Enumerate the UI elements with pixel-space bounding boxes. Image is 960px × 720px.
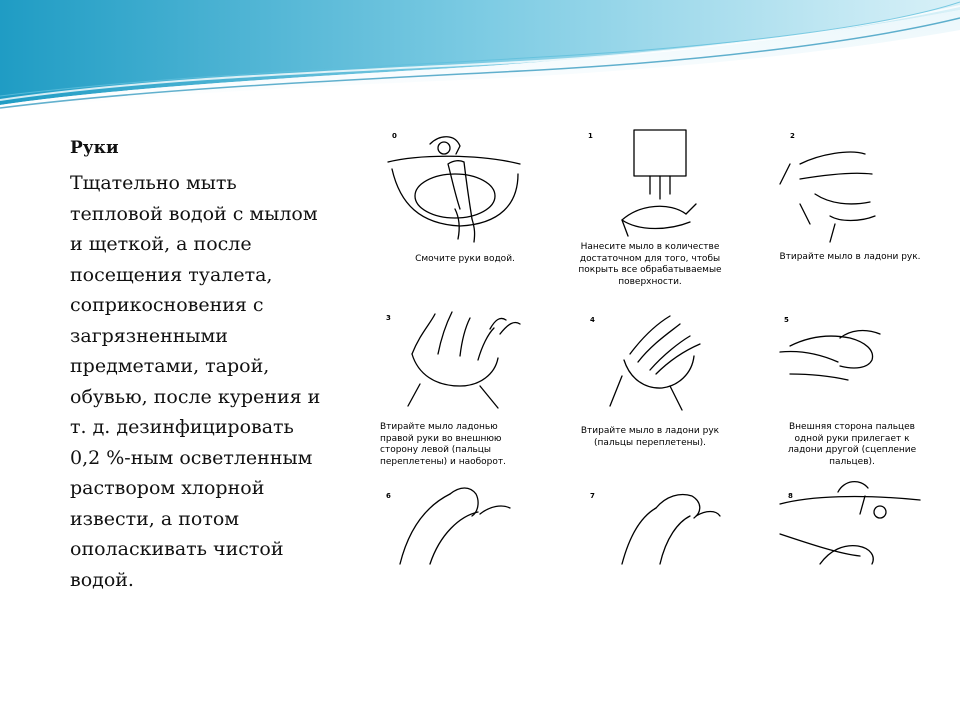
body-line: тепловой водой с мылом [70, 202, 318, 225]
step-number: 2 [790, 132, 795, 140]
body-line: извести, а потом [70, 507, 240, 530]
step-0-sink-hands-illustration [388, 137, 520, 242]
step-4-illustration [610, 316, 700, 410]
step-number: 4 [590, 316, 595, 324]
body-line: ополаскивать чистой [70, 538, 284, 560]
step-number: 6 [386, 492, 391, 500]
step-0-caption [380, 254, 550, 266]
step-number: 5 [784, 316, 789, 324]
body-line: раствором хлорной [70, 477, 265, 499]
body-line: загрязненными [70, 324, 228, 347]
step-number: 3 [386, 314, 391, 322]
caption-line: Смочите руки водой. [415, 254, 515, 264]
caption-line: Нанесите мыло в количестве [580, 242, 720, 252]
step-8-illustration [780, 482, 920, 564]
step-number: 1 [588, 132, 593, 140]
step-2-caption [760, 252, 940, 264]
body-line: соприкосновения с [70, 294, 264, 316]
caption-line: Втирайте мыло ладонью [380, 422, 498, 432]
step-3-illustration [408, 312, 520, 408]
step-number: 0 [392, 132, 397, 140]
step-1-caption [560, 242, 740, 288]
caption-line: переплетены) и наоборот. [380, 456, 506, 467]
step-5-caption [764, 422, 940, 468]
caption-line: Втирайте мыло в ладони рук [580, 426, 720, 436]
body-line: предметами, тарой, [70, 355, 270, 377]
step-number: 7 [590, 492, 595, 500]
caption-line: поверхности. [618, 276, 682, 287]
step-1-dispenser-illustration [622, 130, 696, 236]
body-line: 0,2 %-ным осветленным [70, 446, 313, 469]
handwashing-steps-figure [360, 124, 943, 574]
body-line: посещения туалета, [70, 263, 273, 286]
slide-body-text [70, 168, 362, 595]
step-3-caption [380, 422, 550, 468]
caption-line: Внешняя сторона пальцев [788, 422, 915, 432]
header-wave-decoration [0, 0, 960, 130]
step-number: 8 [788, 492, 793, 500]
step-4-caption [560, 426, 740, 449]
caption-line: правой руки во внешнюю [380, 433, 502, 444]
caption-line: (пальцы переплетены). [593, 437, 707, 448]
step-5-illustration [780, 331, 880, 380]
slide-heading: Руки [70, 138, 119, 158]
body-line: и щеткой, а после [70, 233, 252, 255]
caption-line: пальцев). [829, 456, 875, 467]
step-6-illustration [400, 488, 510, 564]
handwashing-illustrations [360, 124, 943, 574]
step-2-palms-illustration [780, 152, 875, 242]
body-line: т. д. дезинфицировать [70, 416, 294, 438]
step-7-illustration [622, 495, 720, 565]
body-line: Тщательно мыть [70, 172, 237, 194]
caption-line: одной руки прилегает к [794, 433, 910, 444]
caption-line: ладони другой (сцепление [787, 445, 917, 455]
caption-line: покрыть все обрабатываемые [578, 265, 722, 275]
body-line: водой. [70, 568, 134, 591]
caption-line: сторону левой (пальцы [380, 445, 491, 455]
caption-line: достаточном для того, чтобы [579, 253, 721, 264]
body-line: обувью, после курения и [70, 385, 321, 408]
caption-line: Втирайте мыло в ладони рук. [779, 252, 921, 262]
